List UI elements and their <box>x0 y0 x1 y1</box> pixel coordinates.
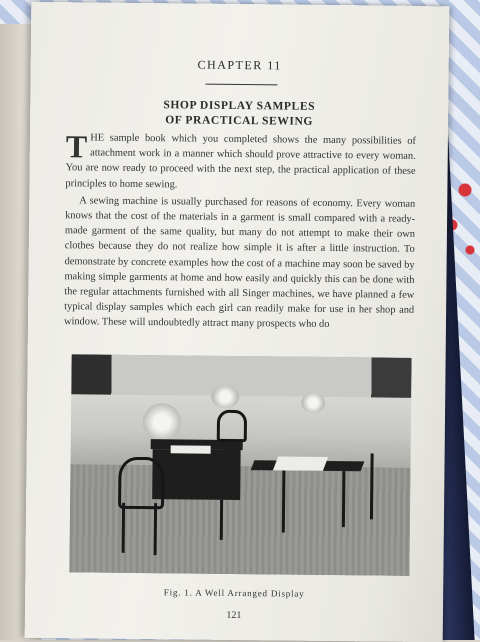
title-line-2: OF PRACTICAL SEWING <box>165 114 314 128</box>
figure-caption: Fig. 1. A Well Arranged Display <box>163 587 305 599</box>
photo-fabric-sample <box>273 456 328 470</box>
drop-cap: T <box>65 128 88 165</box>
photo-chair-leg <box>154 503 158 555</box>
title-line-1: SHOP DISPLAY SAMPLES <box>163 99 316 113</box>
photo-chair <box>118 457 165 509</box>
photo-fabric-sample <box>171 445 211 453</box>
page-number: 121 <box>226 609 242 622</box>
paragraph-2: A sewing machine is usually purchased for reasons of economy. Every woman knows that the cost of the materials in a garment is small compared with a ready-made garment of the same quality, but many do not attempt to make their own clothes because they do not realize how simple it is after a little instruction. To demonstrate by concrete examples how the cost of a machine may soon be saved by making simple garments at home and how easily and quickly this can be done with the regular attachments furnished with all Singer machines, we have planned a few typical display samples which each girl can readily make for use in her shop and window. These will undoubtedly attract many prospects who do <box>63 195 416 331</box>
display-photo <box>69 354 411 576</box>
book-page <box>25 2 450 642</box>
chapter-heading: CHAPTER 11 <box>197 57 282 73</box>
body-text <box>64 130 416 335</box>
photo-table-leg <box>220 500 223 540</box>
heading-rule <box>205 84 277 86</box>
photo-table-leg <box>342 471 346 527</box>
photo-chair <box>217 410 247 442</box>
photo-flower-arrangement <box>143 403 181 441</box>
photo-flower-arrangement <box>211 386 239 408</box>
photo-flower-arrangement <box>301 393 325 413</box>
photo-sewing-cabinet <box>152 449 241 500</box>
photo-chair-leg <box>122 503 126 553</box>
paragraph-1-text: HE sample book which you completed shows the many possibilities of attachment work in a manner which should prove attractive to every woman. You are now ready to proceed with the next step, the practical application of these principles to home sewing. <box>65 132 416 190</box>
section-title <box>30 97 448 131</box>
photo-back-wall <box>71 354 411 398</box>
paragraph-1 <box>65 130 416 194</box>
photo-table-leg <box>282 470 286 532</box>
